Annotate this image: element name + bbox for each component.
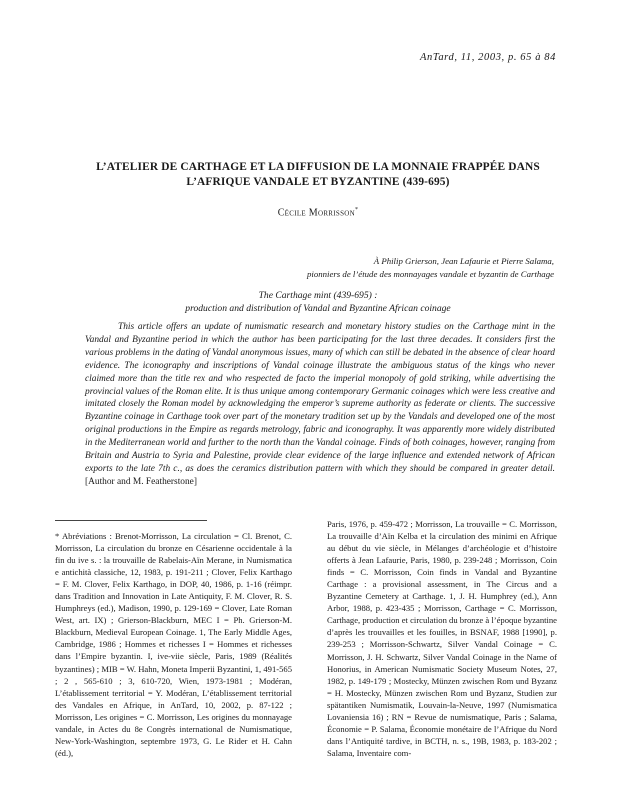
running-head: AnTard, 11, 2003, p. 65 à 84 <box>419 52 556 63</box>
abstract-signature: [Author and M. Featherstone] <box>85 476 197 487</box>
english-title-line: production and distribution of Vandal and Byzantine African coinage <box>185 303 451 314</box>
author-name: Cécile Morrisson <box>277 207 355 219</box>
author-footnote-mark: * <box>355 207 359 213</box>
english-title <box>80 289 556 315</box>
footnote-column-left <box>55 530 292 759</box>
article-title: L’ATELIER DE CARTHAGE ET LA DIFFUSION DE LA MONNAIE FRAPPÉE DANS L’AFRIQUE VANDALE ET BYZANTINE (439-695) <box>96 161 540 188</box>
english-title-line: The Carthage mint (439-695) : <box>258 290 378 301</box>
footnote-text: * Abréviations : Brenot-Morrisson, La circulation = Cl. Brenot, C. Morrisson, La circulation du bronze en Césarienne occidentale à la fin du ive s. : la trouvaille de Rabelais-Aïn Merane, in Numismatica e antichità classiche, 12, 1983, p. 191-211 ; Clover, Felix Karthago = F. M. Clover, Felix Karthago, in DOP, 40, 1986, p. 1-16 (réimpr. dans Tradition and Innovation in Late Antiquity, F. M. Clover, R. S. Humphreys (ed.), Madison, 1990, p. 129-169 = Clover, Late Roman West, art. IX) ; Grierson-Blackburn, MEC I = Ph. Grierson-M. Blackburn, Medieval European Coinage. 1, The Early Middle Ages, Cambridge, 1986 ; Hommes et richesses I = Hommes et richesses dans l’Empire byzantin. I, ive-viie siècle, Paris, 1989 (Réalités byzantines) ; MIB = W. Hahn, Moneta Imperii Byzantini, 1, 491-565 ; 2 , 565-610 ; 3, 610-720, Wien, 1973-1981 ; Modéran, L’établissement territorial = Y. Modéran, L’établissement territorial des Vandales en Afrique, in AnTard, 10, 2002, p. 87-122 ; Morrisson, Les origines = C. Morrisson, Les origines du monnayage vandale, in Actes du 8e Congrès international de Numismatique, New-York-Washington, septembre 1973, G. Le Rider et H. Cahn (éd.), <box>55 531 292 758</box>
abstract-text: This article offers an update of numismatic research and monetary history studies on the Carthage mint in the Vandal and Byzantine period in which the author has been participating for the last three decades. It considers first the various problems in the dating of Vandal anonymous issues, many of which can still be debated in the absence of clear hoard evidence. The iconography and inscriptions of Vandal coinage illustrate the ambiguous status of the kings who never claimed more than the title rex and who respected de facto the imperial monopoly of gold striking, while advertising the provincial values of the Roman elite. It is thus unique among contemporary Germanic coinages which were less creative and imitated closely the Roman model by acknowledging the emperor’s supreme authority as federate or clients. The successive Byzantine coinage in Carthage took over part of the monetary tradition set up by the Vandals and developed one of the most original productions in the Empire as regards metrology, fabric and iconography. It was apparently more widely distributed in the Mediterranean world and further to the north than the Vandal coinage. Finds of both coinages, however, ranging from Britain and Austria to Syria and Palestine, provide clear evidence of the large influence and extended network of African exports to the late 7th c., as does the ceramics distribution pattern with which they should be compared in greater detail. <box>85 322 555 474</box>
dedication-line: À Philip Grierson, Jean Lafaurie et Pierre Salama, <box>373 256 554 266</box>
footnote-column-right <box>327 518 557 759</box>
author-line <box>80 207 556 218</box>
dedication-line: pionniers de l’étude des monnayages vandale et byzantin de Carthage <box>307 269 554 279</box>
footnote-rule <box>55 520 207 521</box>
footnote-text: Paris, 1976, p. 459-472 ; Morrisson, La trouvaille = C. Morrisson, La trouvaille d’Aïn Kelba et la circulation des minimi en Afrique au début du vie siècle, in Mélanges d’archéologie et d’histoire offerts à Jean Lafaurie, Paris, 1980, p. 239-248 ; Morrisson, Coin finds = C. Morrisson, Coin finds in Vandal and Byzantine Carthage : a provisional assessment, in The Circus and a Byzantine Cemetery at Carthage. 1, J. H. Humphrey (ed.), Ann Arbor, 1988, p. 423-435 ; Morrisson, Carthage = C. Morrisson, Carthage, production et circulation du bronze à l’époque byzantine d’après les trouvailles et les fouilles, in BSNAF, 1988 [1990], p. 239-253 ; Morrisson-Schwartz, Silver Vandal Coinage = C. Morrisson, J. H. Schwartz, Silver Vandal Coinage in the Name of Honorius, in American Numismatic Society Museum Notes, 27, 1982, p. 149-179 ; Mostecky, Münzen zwischen Rom und Byzanz = H. Mostecky, Münzen zwischen Rom und Byzanz, Studien zur spätantiken Numismatik, Louvain-la-Neuve, 1997 (Numismatica Lovaniensia 16) ; RN = Revue de numismatique, Paris ; Salama, Économie = P. Salama, Économie monétaire de l’Afrique du Nord dans l’Antiquité tardive, in BCTH, n. s., 19B, 1983, p. 183-202 ; Salama, Inventaire com- <box>327 519 557 758</box>
dedication <box>234 255 554 281</box>
abstract <box>85 321 555 489</box>
